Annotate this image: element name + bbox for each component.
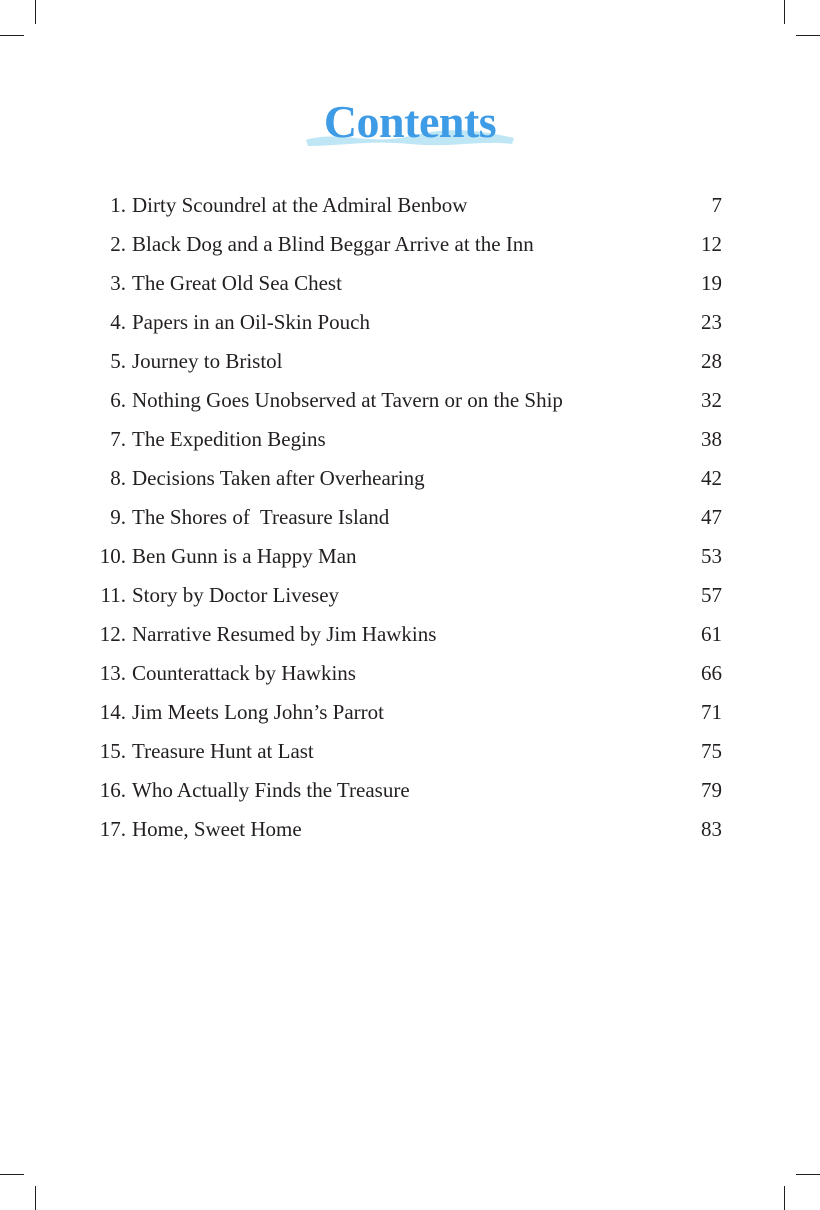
crop-mark-bottom-right-vertical: [784, 1186, 785, 1210]
toc-chapter-number: 9.: [110, 505, 126, 529]
toc-page-number: 75: [701, 739, 722, 763]
toc-chapter-title: Narrative Resumed by Jim Hawkins: [132, 622, 437, 646]
page-title: Contents: [323, 96, 497, 147]
toc-page-number: 83: [701, 817, 722, 841]
toc-page-number: 61: [701, 622, 722, 646]
toc-entry: [90, 654, 722, 693]
toc-chapter-title: Black Dog and a Blind Beggar Arrive at the Inn: [132, 232, 534, 256]
toc-entry: [90, 225, 722, 264]
table-of-contents: [90, 186, 722, 849]
toc-entry: [90, 381, 722, 420]
toc-chapter-number: 5.: [110, 349, 126, 373]
toc-chapter-title: The Great Old Sea Chest: [132, 271, 342, 295]
toc-entry: [90, 498, 722, 537]
toc-page-number: 53: [701, 544, 722, 568]
crop-mark-top-left-horizontal: [0, 35, 24, 36]
toc-page-number: 12: [701, 232, 722, 256]
toc-chapter-title: The Shores of Treasure Island: [132, 505, 390, 529]
toc-chapter-title: Home, Sweet Home: [132, 817, 302, 841]
toc-chapter-number: 13.: [99, 661, 126, 685]
toc-entry: [90, 342, 722, 381]
toc-chapter-title: Who Actually Finds the Treasure: [132, 778, 410, 802]
toc-chapter-number: 16.: [99, 778, 126, 802]
toc-page-number: 7: [711, 193, 722, 217]
toc-page-number: 42: [701, 466, 722, 490]
toc-page-number: 23: [701, 310, 722, 334]
toc-chapter-number: 15.: [99, 739, 126, 763]
toc-page-number: 38: [701, 427, 722, 451]
toc-chapter-title: Dirty Scoundrel at the Admiral Benbow: [132, 193, 468, 217]
crop-mark-bottom-left-horizontal: [0, 1174, 24, 1175]
crop-mark-top-left-vertical: [35, 0, 36, 24]
toc-entry: [90, 615, 722, 654]
toc-entry: [90, 732, 722, 771]
toc-chapter-title: Jim Meets Long John’s Parrot: [132, 700, 384, 724]
toc-page-number: 79: [701, 778, 722, 802]
toc-entry: [90, 576, 722, 615]
title-block: [0, 92, 820, 158]
toc-page-number: 66: [701, 661, 722, 685]
toc-entry: [90, 264, 722, 303]
toc-entry: [90, 186, 722, 225]
toc-entry: [90, 693, 722, 732]
toc-chapter-number: 17.: [99, 817, 126, 841]
toc-page-number: 71: [701, 700, 722, 724]
toc-page-number: 57: [701, 583, 722, 607]
toc-chapter-title: Nothing Goes Unobserved at Tavern or on the Ship: [132, 388, 563, 412]
toc-chapter-title: Treasure Hunt at Last: [132, 739, 314, 763]
toc-entry: [90, 771, 722, 810]
toc-chapter-number: 2.: [110, 232, 126, 256]
toc-entry: [90, 537, 722, 576]
toc-page-number: 32: [701, 388, 722, 412]
toc-chapter-title: Story by Doctor Livesey: [132, 583, 340, 607]
toc-chapter-title: Journey to Bristol: [132, 349, 283, 373]
crop-mark-bottom-left-vertical: [35, 1186, 36, 1210]
toc-chapter-number: 7.: [110, 427, 126, 451]
toc-chapter-title: The Expedition Begins: [132, 427, 326, 451]
crop-mark-bottom-right-horizontal: [796, 1174, 820, 1175]
toc-chapter-number: 4.: [110, 310, 126, 334]
toc-chapter-title: Counterattack by Hawkins: [132, 661, 356, 685]
toc-chapter-number: 1.: [110, 193, 126, 217]
toc-page-number: 28: [701, 349, 722, 373]
crop-mark-top-right-vertical: [784, 0, 785, 24]
toc-entry: [90, 303, 722, 342]
toc-page-number: 19: [701, 271, 722, 295]
toc-entry: [90, 810, 722, 849]
toc-chapter-number: 14.: [99, 700, 126, 724]
toc-page-number: 47: [701, 505, 722, 529]
toc-entry: [90, 420, 722, 459]
toc-chapter-title: Decisions Taken after Overhearing: [132, 466, 425, 490]
toc-entry: [90, 459, 722, 498]
toc-chapter-number: 12.: [99, 622, 126, 646]
toc-chapter-number: 10.: [99, 544, 126, 568]
crop-mark-top-right-horizontal: [796, 35, 820, 36]
toc-chapter-title: Papers in an Oil-Skin Pouch: [132, 310, 370, 334]
toc-chapter-title: Ben Gunn is a Happy Man: [132, 544, 357, 568]
toc-chapter-number: 6.: [110, 388, 126, 412]
toc-chapter-number: 8.: [110, 466, 126, 490]
toc-chapter-number: 11.: [100, 583, 126, 607]
toc-chapter-number: 3.: [110, 271, 126, 295]
